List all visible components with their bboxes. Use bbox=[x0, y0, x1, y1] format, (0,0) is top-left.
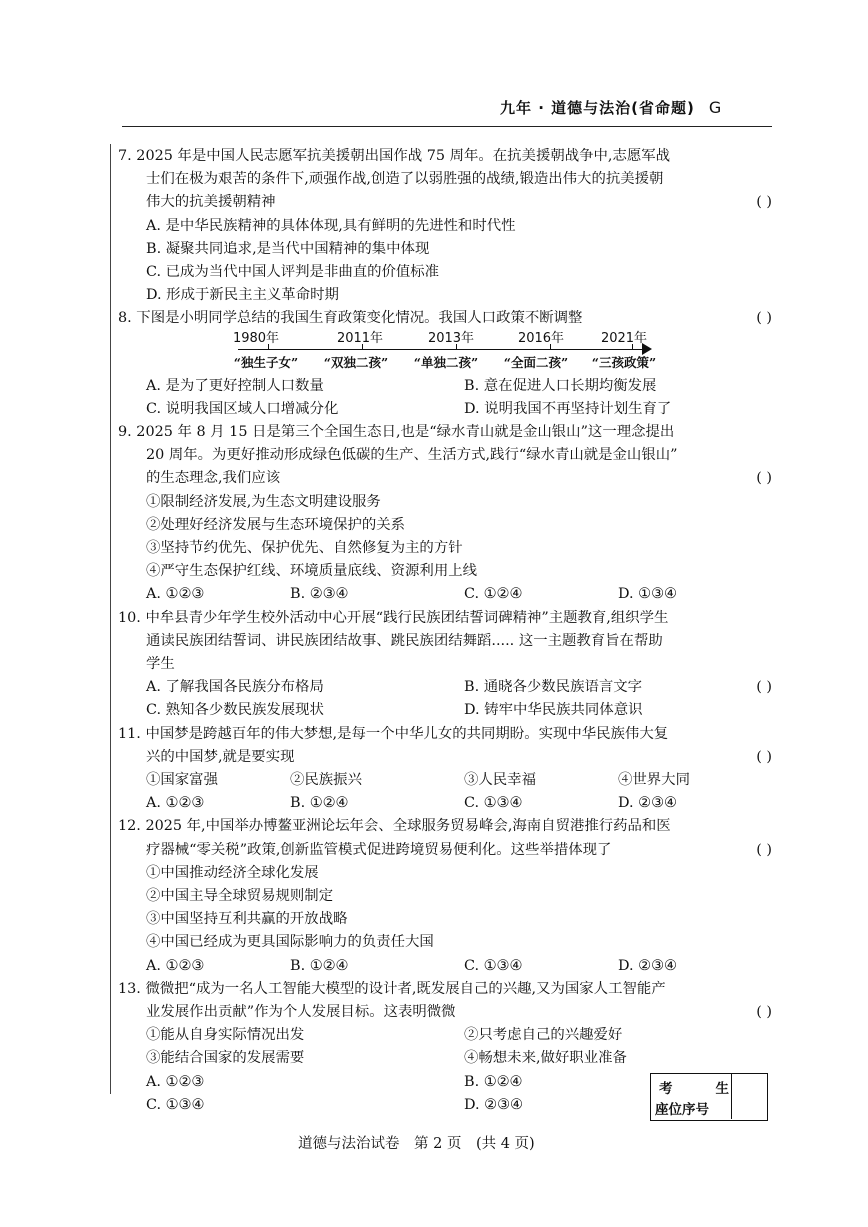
question-7 bbox=[118, 145, 778, 307]
timeline-policy: “单独二孩” bbox=[413, 354, 479, 370]
statement-item: ②民族振兴 bbox=[290, 772, 362, 789]
question-stem-line: 伟大的抗美援朝精神 ( ) bbox=[118, 191, 778, 214]
option-b: B. ②③④ bbox=[290, 586, 349, 603]
option-c: C. 说明我国区域人口增减分化 bbox=[146, 400, 339, 417]
option-d: D. ②③④ bbox=[618, 957, 677, 974]
question-stem-line: 士们在极为艰苦的条件下,顽强作战,创造了以弱胜强的战绩,锻造出伟大的抗美援朝 bbox=[146, 171, 664, 188]
question-stem-line: 的生态理念,我们应该 ( ) bbox=[118, 467, 778, 490]
question-12 bbox=[118, 815, 778, 977]
options-row bbox=[118, 676, 778, 699]
statement-item: ①中国推动经济全球化发展 bbox=[146, 864, 319, 881]
option-a: A. 是为了更好控制人口数量 bbox=[146, 377, 324, 394]
options-row bbox=[118, 792, 778, 815]
option-d: D. ②③④ bbox=[618, 795, 677, 812]
option-c: C. ①③④ bbox=[464, 957, 523, 974]
timeline-year: 1980年 bbox=[232, 330, 280, 346]
option-d: D. 形成于新民主主义革命时期 bbox=[146, 287, 339, 304]
question-stem-line: 7. 2025 年是中国人民志愿军抗美援朝出国作战 75 周年。在抗美援朝战争中,志愿军战 bbox=[118, 148, 671, 164]
option-b: B. ①②④ bbox=[290, 957, 349, 974]
answer-parentheses[interactable]: ( ) bbox=[756, 679, 772, 696]
option-a: A. ①②③ bbox=[146, 1073, 205, 1090]
page-footer: 道德与法治试卷 第 2 页 (共 4 页) bbox=[298, 1136, 535, 1152]
answer-parentheses[interactable]: ( ) bbox=[756, 470, 772, 487]
option-c: C. ①③④ bbox=[464, 795, 523, 812]
statement-row bbox=[118, 769, 778, 792]
question-stem-line: 通读民族团结誓词、讲民族团结故事、跳民族团结舞蹈..... 这一主题教育旨在帮助 bbox=[146, 632, 663, 649]
header-rule bbox=[122, 126, 772, 127]
question-stem-line: 11. 中国梦是跨越百年的伟大梦想,是每一个中华儿女的共同期盼。实现中华民族伟大复 bbox=[118, 725, 669, 742]
statement-item: ②只考虑自己的兴趣爱好 bbox=[464, 1027, 623, 1044]
question-stem-line: 兴的中国梦,就是要实现 ( ) bbox=[118, 746, 778, 769]
answer-parentheses[interactable]: ( ) bbox=[756, 1004, 772, 1021]
policy-timeline bbox=[232, 330, 658, 375]
option-b: B. 通晓各少数民族语言文字 bbox=[464, 679, 643, 696]
question-stem-line: 疗器械“零关税”政策,创新监管模式促进跨境贸易便利化。这些举措体现了 ( ) bbox=[118, 839, 778, 862]
option-c: C. ①②④ bbox=[464, 586, 523, 603]
option-d: D. ①③④ bbox=[618, 586, 677, 603]
option-a: A. ①②③ bbox=[146, 795, 205, 812]
answer-parentheses[interactable]: ( ) bbox=[756, 841, 772, 858]
question-stem-line: 20 周年。为更好推动形成绿色低碳的生产、生活方式,践行“绿水青山就是金山银山” bbox=[146, 447, 678, 464]
statement-item: ②处理好经济发展与生态环境保护的关系 bbox=[146, 516, 406, 533]
paper-version: G bbox=[708, 98, 723, 117]
option-d: D. 铸牢中华民族共同体意识 bbox=[464, 702, 643, 719]
option-d: D. 说明我国不再坚持计划生育了 bbox=[464, 400, 672, 417]
option-a: A. 是中华民族精神的具体体现,具有鲜明的先进性和时代性 bbox=[146, 217, 516, 234]
timeline-year: 2021年 bbox=[600, 330, 648, 346]
question-stem-line: 12. 2025 年,中国举办博鳌亚洲论坛年会、全球服务贸易峰会,海南自贸港推行药品和医 bbox=[118, 818, 671, 835]
option-b: B. 意在促进人口长期均衡发展 bbox=[464, 377, 657, 394]
seat-number-field[interactable] bbox=[731, 1073, 766, 1119]
options-row bbox=[118, 398, 778, 421]
option-a: A. 了解我国各民族分布格局 bbox=[146, 679, 324, 696]
question-stem-line: 业发展作出贡献”作为个人发展目标。这表明微微 ( ) bbox=[118, 1001, 778, 1024]
option-c: C. ①③④ bbox=[146, 1096, 205, 1113]
statement-item: ④中国已经成为更具国际影响力的负责任大国 bbox=[146, 934, 434, 951]
options-row bbox=[118, 583, 778, 606]
statement-item: ③坚持节约优先、保护优先、自然修复为主的方针 bbox=[146, 540, 463, 557]
question-stem-line: 9. 2025 年 8 月 15 日是第三个全国生态日,也是“绿水青山就是金山银山”这一理念提出 bbox=[118, 424, 675, 441]
statement-item: ③中国坚持互利共赢的开放战略 bbox=[146, 911, 348, 928]
question-stem-line: 13. 微微把“成为一名人工智能大模型的设计者,既发展自己的兴趣,又为国家人工智能产 bbox=[118, 980, 666, 997]
question-stem-line: 8. 下图是小明同学总结的我国生育政策变化情况。我国人口政策不断调整 ( ) bbox=[118, 307, 778, 330]
statement-item: ①限制经济发展,为生态文明建设服务 bbox=[146, 493, 381, 510]
page-header bbox=[500, 97, 780, 118]
options-row bbox=[118, 699, 778, 722]
statement-row bbox=[118, 1024, 778, 1047]
option-a: A. ①②③ bbox=[146, 957, 205, 974]
seat-number-box bbox=[650, 1073, 768, 1121]
statement-row bbox=[118, 1047, 778, 1070]
options-row bbox=[118, 375, 778, 398]
timeline-year: 2011年 bbox=[336, 330, 384, 346]
seat-label: 考 生 bbox=[659, 1081, 729, 1097]
option-b: B. ①②④ bbox=[290, 795, 349, 812]
seat-label: 座位序号 bbox=[655, 1102, 709, 1118]
question-9 bbox=[118, 421, 778, 607]
option-b: B. ①②④ bbox=[464, 1073, 523, 1090]
statement-item: ④严守生态保护红线、环境质量底线、资源利用上线 bbox=[146, 563, 477, 580]
question-8 bbox=[118, 307, 778, 421]
timeline-policy: “三孩政策” bbox=[591, 354, 657, 370]
statement-item: ①能从自身实际情况出发 bbox=[146, 1027, 305, 1044]
answer-parentheses[interactable]: ( ) bbox=[756, 310, 772, 327]
answer-parentheses[interactable]: ( ) bbox=[756, 194, 772, 211]
statement-item: ③人民幸福 bbox=[464, 772, 536, 789]
option-d: D. ②③④ bbox=[464, 1096, 523, 1113]
statement-item: ①国家富强 bbox=[146, 772, 218, 789]
statement-item: ④世界大同 bbox=[618, 772, 690, 789]
option-c: C. 熟知各少数民族发展现状 bbox=[146, 702, 324, 719]
timeline-policy: “全面二孩” bbox=[503, 354, 569, 370]
option-b: B. 凝聚共同追求,是当代中国精神的集中体现 bbox=[146, 240, 430, 257]
answer-parentheses[interactable]: ( ) bbox=[756, 748, 772, 765]
options-row bbox=[118, 955, 778, 978]
question-10 bbox=[118, 607, 778, 723]
question-11 bbox=[118, 723, 778, 816]
statement-item: ④畅想未来,做好职业准备 bbox=[464, 1050, 627, 1067]
option-a: A. ①②③ bbox=[146, 586, 205, 603]
questions bbox=[118, 145, 778, 1117]
margin-rule bbox=[110, 144, 111, 1094]
option-c: C. 已成为当代中国人评判是非曲直的价值标准 bbox=[146, 264, 440, 281]
question-stem-line: 学生 bbox=[146, 656, 175, 673]
timeline-year: 2016年 bbox=[517, 330, 565, 346]
timeline-policy: “独生子女” bbox=[233, 354, 299, 370]
statement-item: ③能结合国家的发展需要 bbox=[146, 1050, 305, 1067]
question-stem-line: 10. 中牟县青少年学生校外活动中心开展“践行民族团结誓词碑精神”主题教育,组织学生 bbox=[118, 609, 669, 626]
timeline-year: 2013年 bbox=[427, 330, 475, 346]
timeline-policy: “双独二孩” bbox=[323, 354, 389, 370]
statement-item: ②中国主导全球贸易规则制定 bbox=[146, 888, 334, 905]
header-title: 九年 · 道德与法治(省命题) bbox=[500, 99, 695, 117]
